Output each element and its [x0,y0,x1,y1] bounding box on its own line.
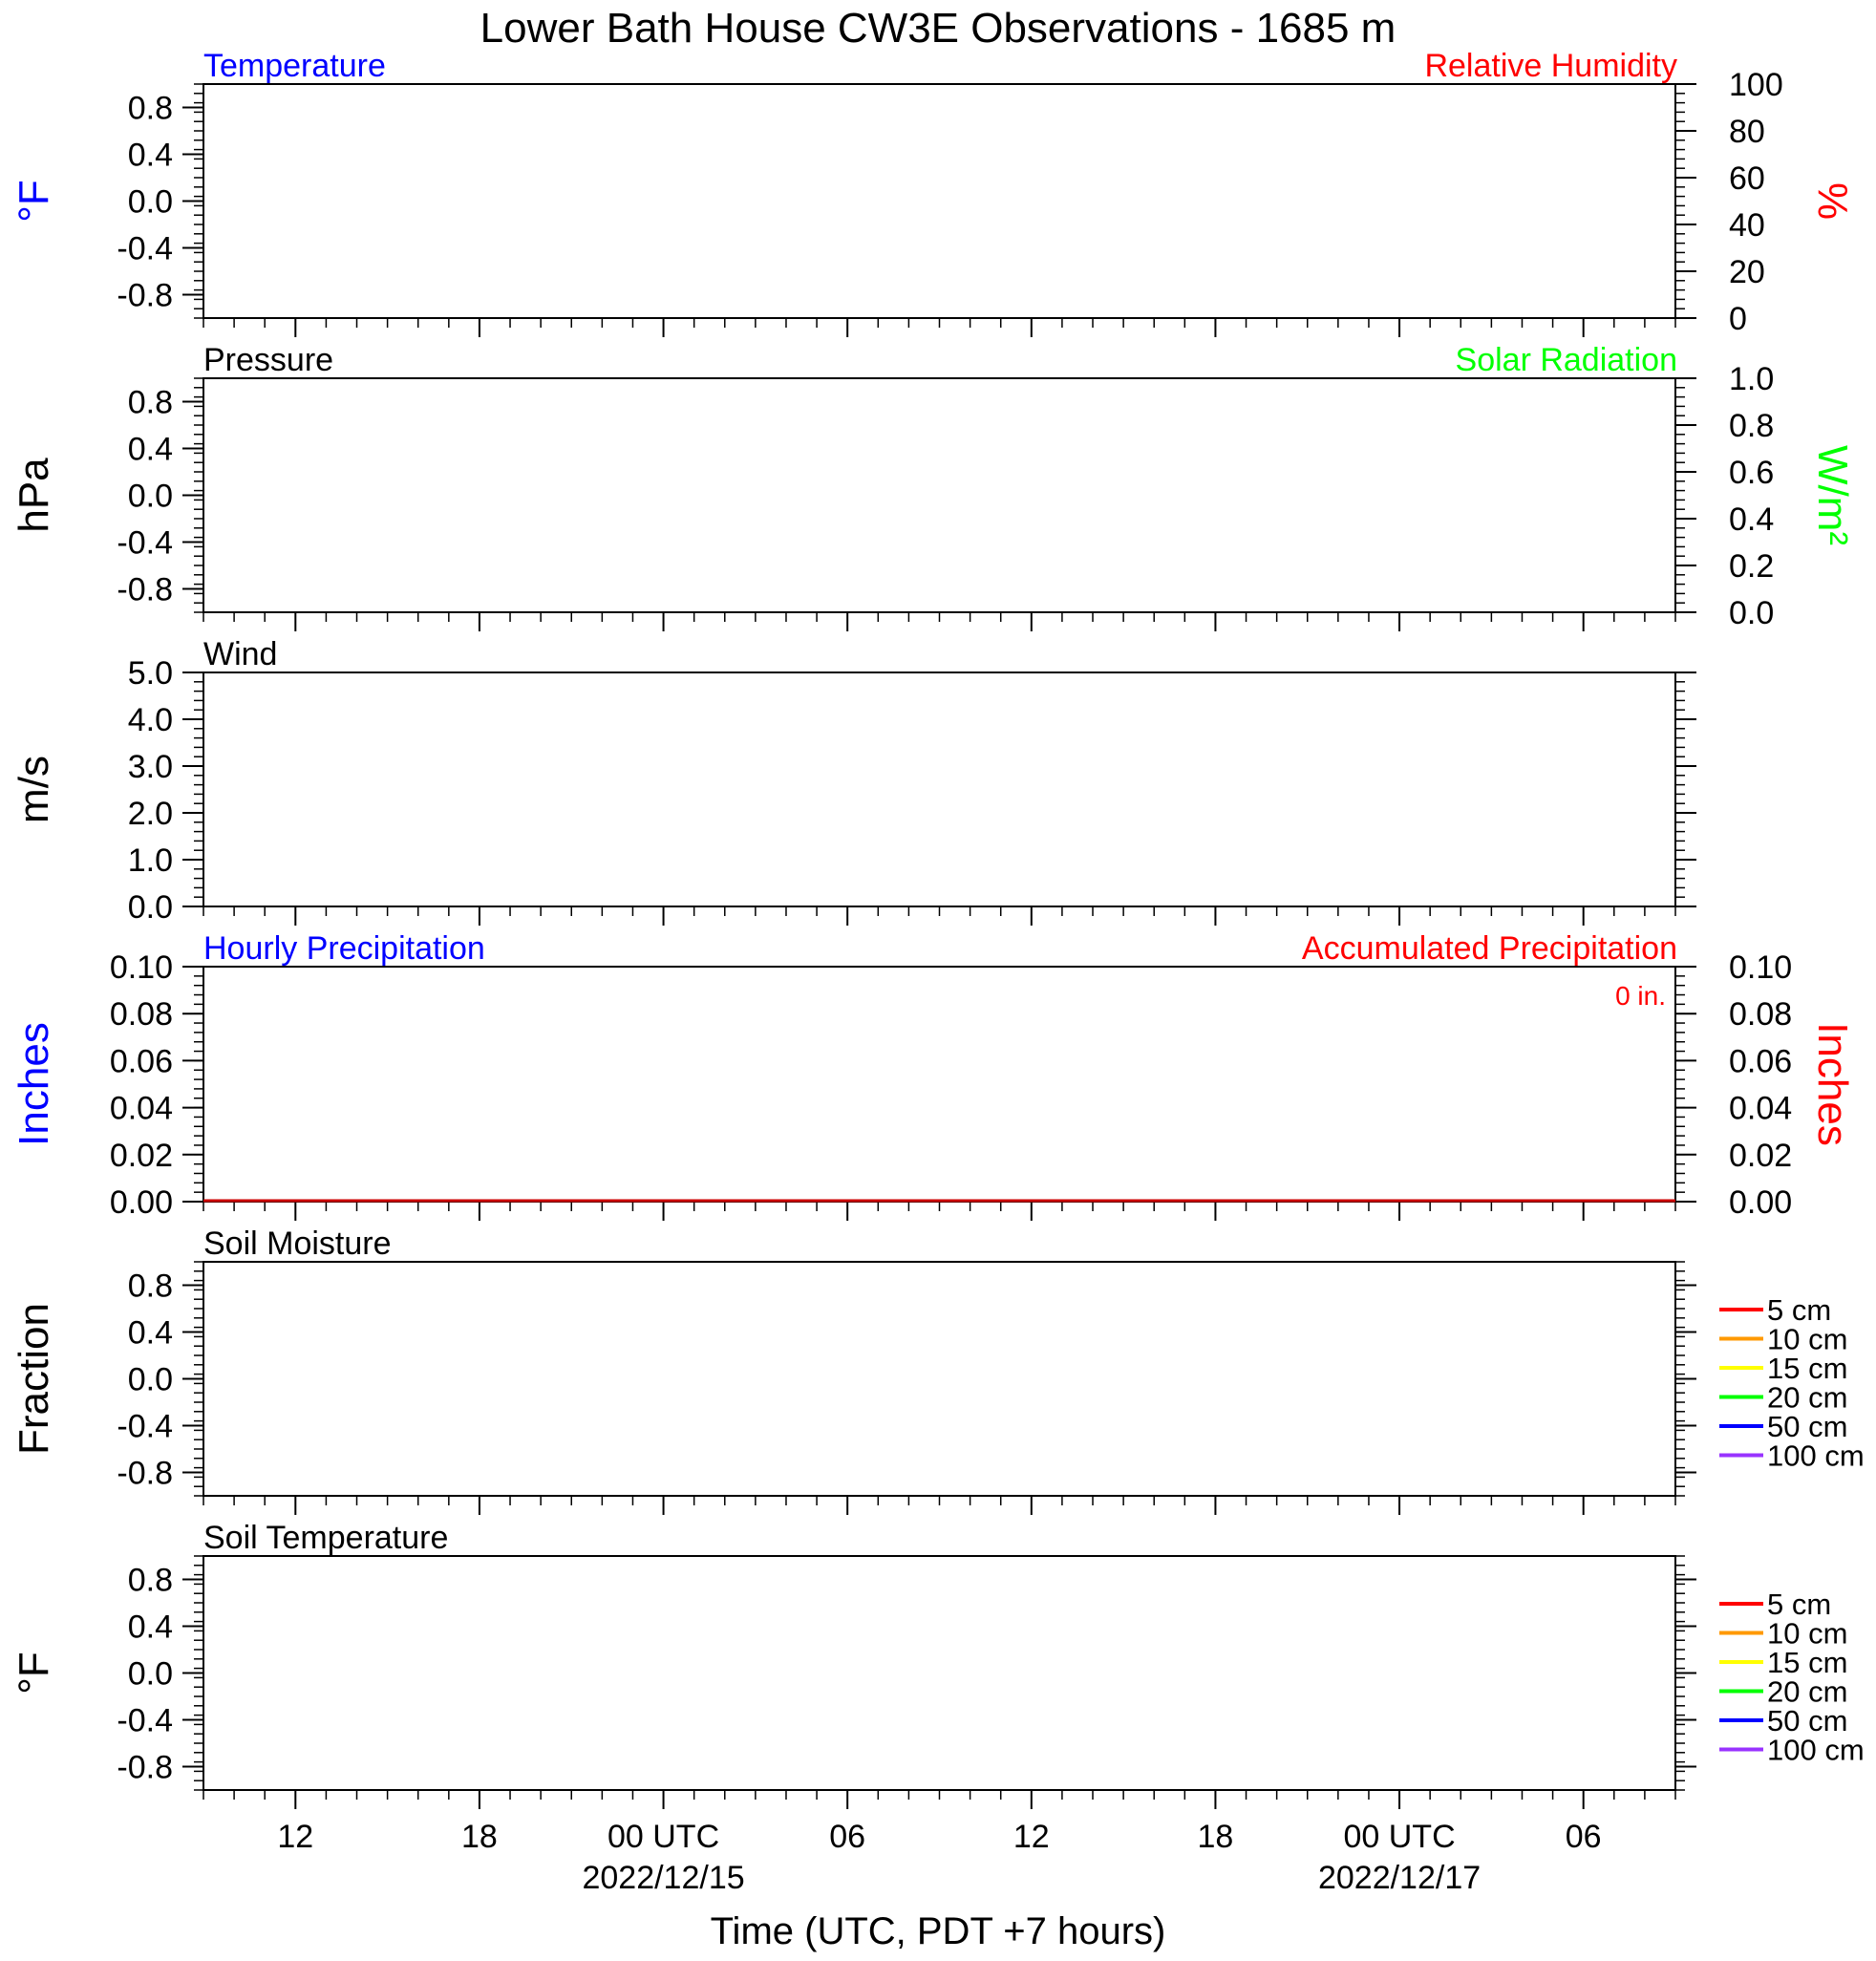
x-tick-label: 18 [1197,1819,1234,1855]
legend-label: 15 cm [1767,1352,1848,1385]
plot-frame [203,84,1675,318]
legend-label: 10 cm [1767,1322,1848,1356]
y-tick-label: 0.8 [127,1268,173,1305]
chart-panel-3 [11,636,1696,926]
plot-frame [203,967,1675,1202]
legend [1719,1588,1865,1767]
y-tick-label: 0.4 [127,1609,173,1646]
y-axis-label-left: Fraction [11,1303,57,1455]
y-tick-label: 1.0 [127,842,173,879]
y-tick-label: 0.10 [109,949,173,986]
legend-label: 10 cm [1767,1616,1848,1651]
x-tick-date-label: 2022/12/15 [582,1860,745,1896]
y-tick-label: -0.8 [117,571,173,608]
y-axis-label-left: Inches [11,1022,57,1146]
y-tick-label: 0.4 [1729,501,1775,538]
panel-title-right: Relative Humidity [1424,48,1677,84]
chart-panel-4 [11,930,1856,1221]
y-tick-label: -0.8 [117,277,173,314]
y-tick-label: 0.4 [127,1314,173,1352]
panel-title-left: Soil Moisture [203,1226,392,1262]
y-tick-label: 0.0 [127,1361,173,1398]
x-tick-label: 12 [1013,1819,1050,1855]
accumulated-total-label: 0 in. [1615,981,1666,1011]
panel-title-left: Temperature [203,48,386,84]
y-tick-label: 0.0 [127,478,173,515]
y-axis-label-left: hPa [11,458,57,533]
y-tick-label: 0.00 [109,1184,173,1221]
panel-title-left: Soil Temperature [203,1520,449,1556]
panels-group [11,48,1865,1809]
y-tick-label: 0.0 [127,183,173,221]
y-tick-label: 0.8 [127,1562,173,1599]
y-tick-label: 3.0 [127,749,173,785]
y-tick-label: 0.8 [127,384,173,421]
y-tick-label: 0.8 [1729,408,1775,444]
y-tick-label: 0.8 [127,90,173,127]
chart-panel-5 [11,1226,1865,1515]
legend-label: 50 cm [1767,1704,1848,1737]
y-tick-label: 0.06 [1729,1043,1793,1080]
legend-label: 5 cm [1767,1588,1832,1621]
y-tick-label: -0.8 [117,1749,173,1786]
y-tick-label: 4.0 [127,702,173,738]
y-tick-label: 0.04 [109,1090,173,1127]
y-tick-label: -0.4 [117,230,173,267]
y-tick-label: 0.02 [109,1137,173,1174]
panel-title-left: Pressure [203,342,334,378]
y-tick-label: 0.6 [1729,455,1775,491]
y-tick-label: 0.4 [127,137,173,174]
y-tick-label: 0.0 [1729,595,1775,631]
x-axis-group [277,1819,1601,1896]
chart-panel-1 [11,48,1856,337]
y-tick-label: 0.08 [1729,996,1793,1034]
y-tick-label: 0.02 [1729,1137,1793,1174]
y-tick-label: 0 [1729,301,1747,337]
plot-frame [203,1556,1675,1790]
plot-frame [203,1262,1675,1496]
y-tick-label: 0.2 [1729,548,1775,585]
y-tick-label: -0.4 [117,1408,173,1445]
y-tick-label: 60 [1729,160,1765,197]
panel-title-right: Solar Radiation [1455,342,1677,378]
y-tick-label: 0.06 [109,1043,173,1080]
x-tick-label: 00 UTC [607,1819,720,1855]
legend-label: 100 cm [1767,1439,1865,1473]
x-tick-label: 06 [829,1819,866,1855]
y-tick-label: 1.0 [1729,361,1775,397]
legend-label: 5 cm [1767,1293,1832,1327]
y-axis-label-right: % [1809,181,1856,221]
y-axis-label-left: °F [11,180,57,223]
legend [1719,1293,1865,1473]
chart-panel-2 [11,342,1856,631]
y-tick-label: 0.4 [127,431,173,468]
panel-title-left: Hourly Precipitation [203,930,485,967]
chart-panel-6 [11,1520,1865,1809]
y-tick-label: -0.4 [117,524,173,562]
plot-frame [203,378,1675,612]
legend-label: 50 cm [1767,1410,1848,1443]
x-axis-label: Time (UTC, PDT +7 hours) [710,1910,1166,1952]
x-tick-label: 06 [1565,1819,1602,1855]
y-axis-label-right: Inches [1809,1022,1856,1146]
y-tick-label: 100 [1729,67,1783,103]
panel-title-right: Accumulated Precipitation [1301,930,1677,967]
x-tick-label: 12 [277,1819,314,1855]
panel-title-left: Wind [203,636,278,672]
x-tick-date-label: 2022/12/17 [1317,1860,1482,1896]
y-axis-label-left: m/s [11,756,57,823]
y-tick-label: 0.0 [127,1655,173,1693]
y-tick-label: 0.10 [1729,949,1793,986]
y-tick-label: 20 [1729,254,1765,290]
legend-label: 20 cm [1767,1380,1848,1415]
chart-title: Lower Bath House CW3E Observations - 1685 m [480,5,1396,52]
x-tick-label: 00 UTC [1343,1819,1456,1855]
y-tick-label: 0.04 [1729,1090,1793,1127]
y-axis-label-left: °F [11,1652,57,1695]
legend-label: 15 cm [1767,1646,1848,1679]
y-axis-label-right: W/m² [1809,444,1856,546]
y-tick-label: 2.0 [127,796,173,832]
plot-frame [203,672,1675,906]
legend-label: 20 cm [1767,1674,1848,1709]
y-tick-label: -0.8 [117,1455,173,1492]
y-tick-label: 0.0 [127,889,173,926]
x-tick-label: 18 [461,1819,498,1855]
y-tick-label: 5.0 [127,655,173,692]
y-tick-label: 80 [1729,114,1765,150]
y-tick-label: 0.08 [109,996,173,1034]
y-tick-label: 40 [1729,207,1765,244]
y-tick-label: 0.00 [1729,1184,1793,1221]
y-tick-label: -0.4 [117,1702,173,1739]
legend-label: 100 cm [1767,1733,1865,1767]
